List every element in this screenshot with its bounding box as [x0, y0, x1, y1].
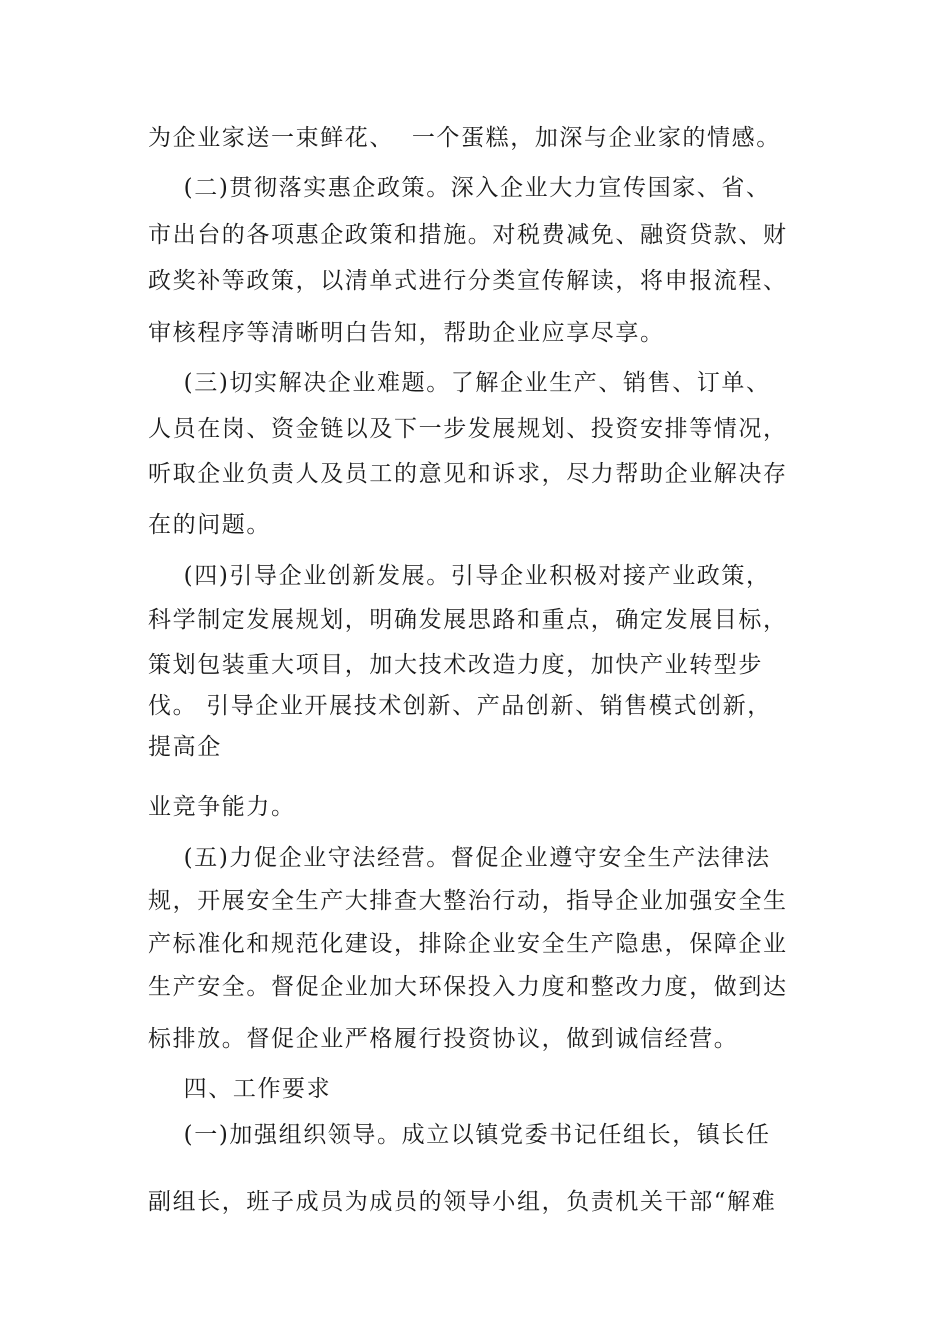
text-line: 规，开展安全生产大排查大整治行动，指导企业加强安全生 — [148, 888, 788, 914]
text-line: (四)引导企业创新发展。引导企业积极对接产业政策， — [148, 563, 771, 589]
text-line: 为企业家送一束鲜花、 一个蛋糕，加深与企业家的情感。 — [148, 125, 781, 151]
text-line: (三)切实解决企业难题。了解企业生产、销售、订单、 — [148, 370, 771, 396]
text-line: 在的问题。 — [148, 512, 271, 538]
text-line: 策划包装重大项目，加大技术改造力度，加快产业转型步 — [148, 652, 763, 678]
text-line: 生产安全。督促企业加大环保投入力度和整改力度，做到达 — [148, 974, 788, 1000]
text-line: 伐。 引导企业开展技术创新、产品创新、销售模式创新， — [148, 693, 772, 719]
text-line: (五)力促企业守法经营。督促企业遵守安全生产法律法 — [148, 845, 771, 871]
section-heading: 四、工作要求 — [148, 1076, 332, 1102]
text-line: 提高企 — [148, 734, 222, 760]
text-line: 业竞争能力。 — [148, 794, 296, 820]
text-line: 审核程序等清晰明白告知，帮助企业应享尽享。 — [148, 320, 665, 346]
text-line: 标排放。督促企业严格履行投资协议，做到诚信经营。 — [148, 1026, 739, 1052]
text-line: (二)贯彻落实惠企政策。深入企业大力宣传国家、省、 — [148, 175, 771, 201]
text-line: 市出台的各项惠企政策和措施。对税费减免、融资贷款、财 — [148, 222, 788, 248]
text-line: 政奖补等政策，以清单式进行分类宣传解读，将申报流程、 — [148, 268, 788, 294]
text-line: 产标准化和规范化建设，排除企业安全生产隐患，保障企业 — [148, 931, 788, 957]
text-line: 听取企业负责人及员工的意见和诉求，尽力帮助企业解决存 — [148, 461, 788, 487]
text-line: 人员在岗、资金链以及下一步发展规划、投资安排等情况， — [148, 416, 788, 442]
text-line: 副组长，班子成员为成员的领导小组，负责机关干部“解难 — [148, 1189, 777, 1215]
text-line: (一)加强组织领导。成立以镇党委书记任组长，镇长任 — [148, 1122, 771, 1148]
text-line: 科学制定发展规划，明确发展思路和重点，确定发展目标， — [148, 607, 788, 633]
